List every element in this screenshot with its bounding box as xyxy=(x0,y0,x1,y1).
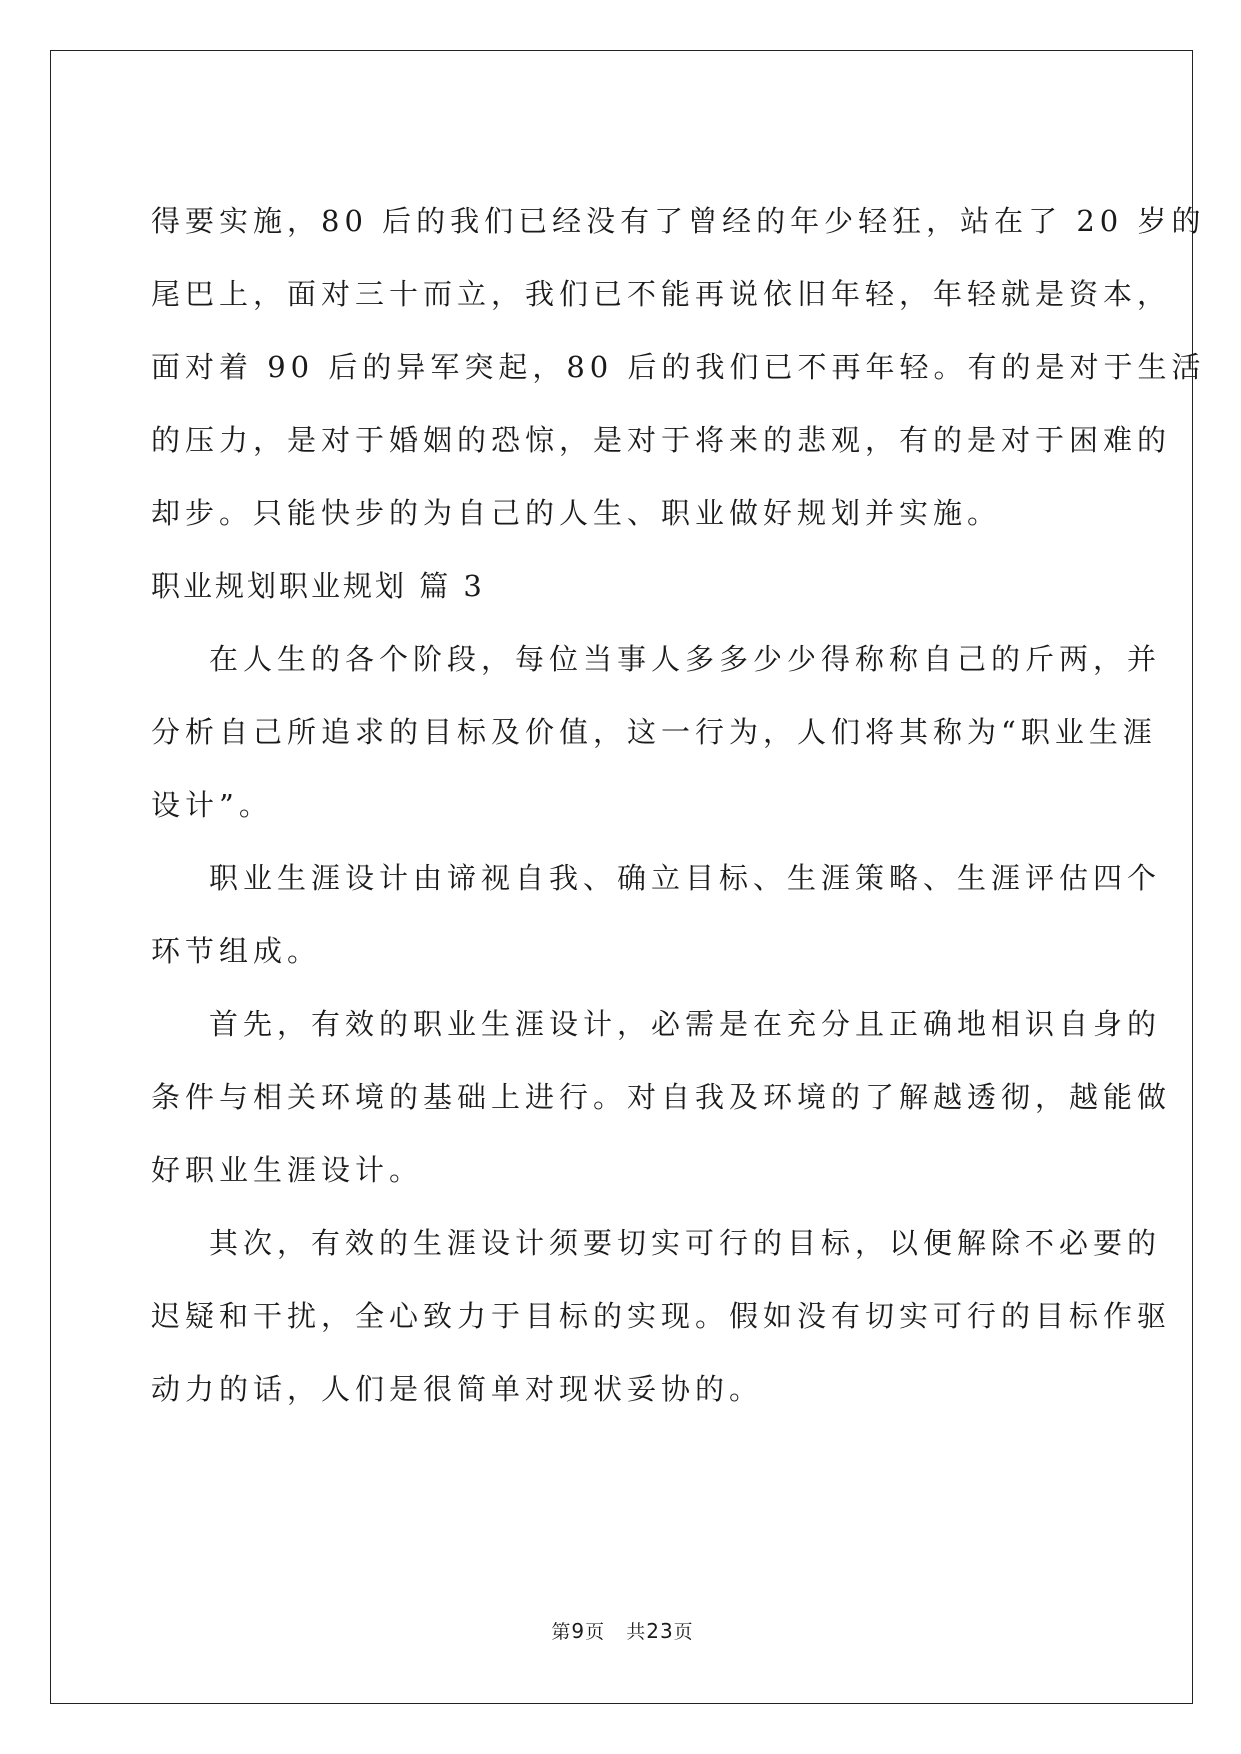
paragraph-line: 尾巴上，面对三十而立，我们已不能再说依旧年轻，年轻就是资本， xyxy=(151,277,1172,311)
section-heading: 职业规划职业规划 篇 3 xyxy=(151,569,485,603)
paragraph-line: 得要实施，80 后的我们已经没有了曾经的年少轻狂，站在了 20 岁的 xyxy=(151,204,1206,238)
paragraph-line: 分析自己所追求的目标及价值，这一行为，人们将其称为“职业生涯 xyxy=(151,715,1157,749)
paragraph-line: 条件与相关环境的基础上进行。对自我及环境的了解越透彻，越能做 xyxy=(151,1080,1172,1114)
footer-page-suffix: 页 xyxy=(585,1621,606,1643)
paragraph-line: 动力的话，人们是很简单对现状妥协的。 xyxy=(151,1372,764,1406)
footer-total-pages: 23 xyxy=(646,1619,674,1643)
page-footer xyxy=(51,1617,1194,1644)
paragraph-line: 职业生涯设计由谛视自我、确立目标、生涯策略、生涯评估四个 xyxy=(209,861,1162,895)
footer-total-prefix: 共 xyxy=(626,1621,647,1643)
paragraph-line: 其次，有效的生涯设计须要切实可行的目标，以便解除不必要的 xyxy=(209,1226,1162,1260)
paragraph-line: 设计”。 xyxy=(151,788,273,822)
page-frame xyxy=(50,50,1206,1704)
paragraph-line: 在人生的各个阶段，每位当事人多多少少得称称自己的斤两，并 xyxy=(209,642,1162,676)
footer-prefix: 第 xyxy=(551,1621,572,1643)
paragraph-line: 好职业生涯设计。 xyxy=(151,1153,424,1187)
paragraph-line: 环节组成。 xyxy=(151,934,322,968)
paragraph-line: 首先，有效的职业生涯设计，必需是在充分且正确地相识自身的 xyxy=(209,1007,1162,1041)
paragraph-line: 迟疑和干扰，全心致力于目标的实现。假如没有切实可行的目标作驱 xyxy=(151,1299,1172,1333)
paragraph-line: 的压力，是对于婚姻的恐惊，是对于将来的悲观，有的是对于困难的 xyxy=(151,423,1172,457)
paragraph-line: 面对着 90 后的异军突起，80 后的我们已不再年轻。有的是对于生活 xyxy=(151,350,1206,384)
footer-page-number: 9 xyxy=(571,1619,586,1643)
paragraph-line: 却步。只能快步的为自己的人生、职业做好规划并实施。 xyxy=(151,496,1002,530)
footer-total-suffix: 页 xyxy=(673,1621,694,1643)
